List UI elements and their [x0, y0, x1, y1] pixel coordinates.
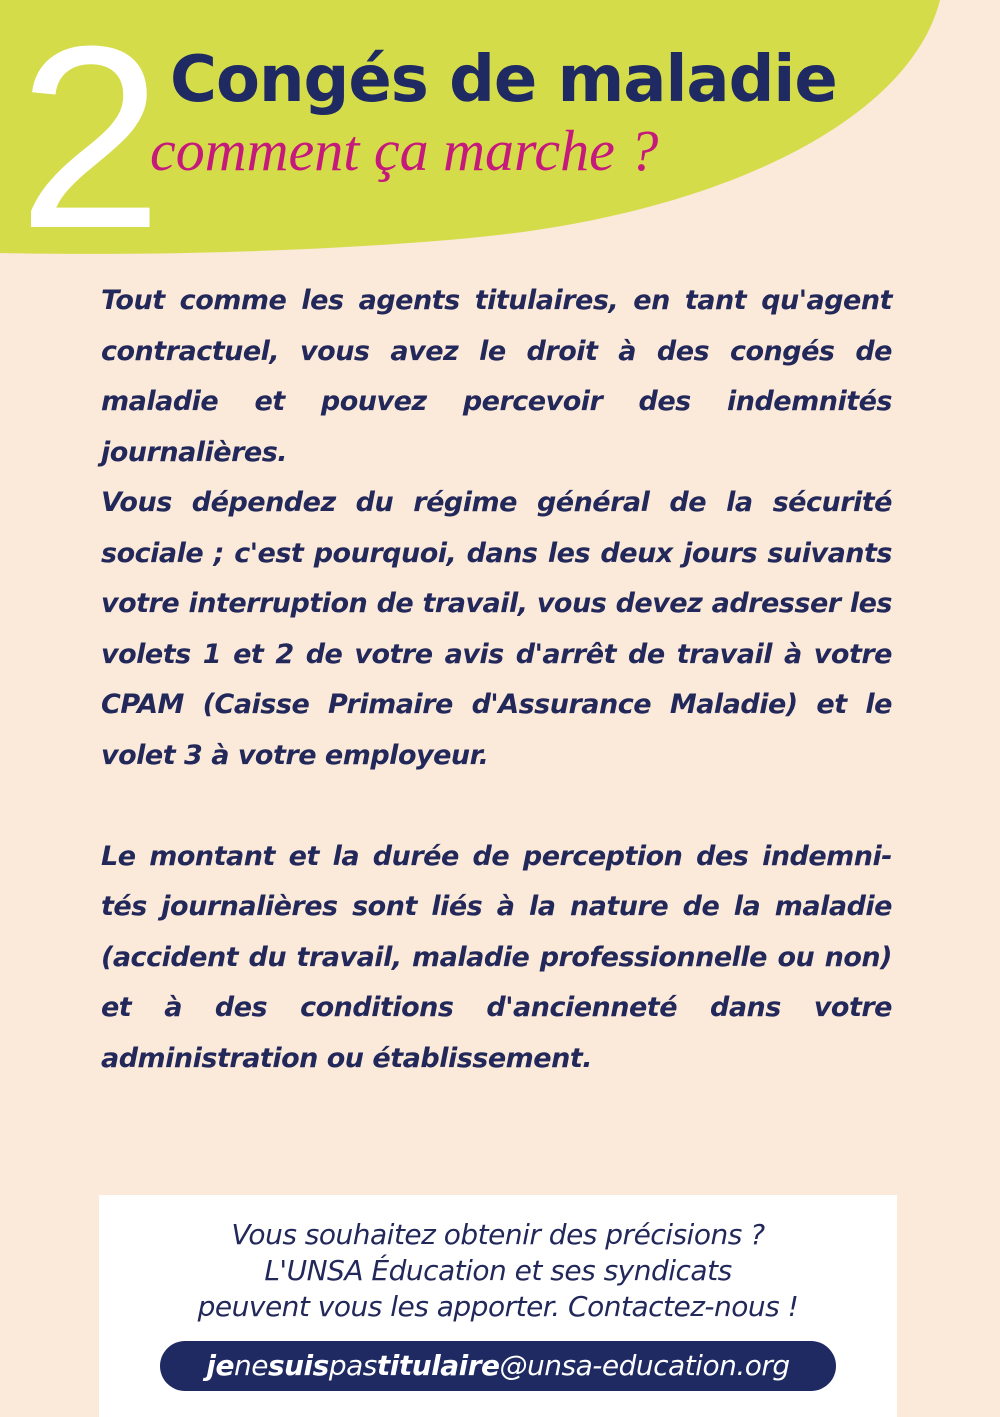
contact-box	[99, 1195, 897, 1417]
email-link[interactable]	[160, 1341, 836, 1391]
paragraph-3: Le montant et la durée de perception des indemni-tés journalières sont liés à la nature de la maladie (accident du travail, maladie professionnelle ou non) et à des conditions d'ancienneté dans votre administration ou établissement.	[101, 840, 892, 1074]
section-number: 2	[18, 0, 163, 283]
email-part-ne: ne	[233, 1349, 268, 1382]
email-part-pas: pas	[328, 1349, 377, 1382]
contact-line-2: L'UNSA Éducation et ses syndicats	[264, 1254, 732, 1287]
paragraph-1: Tout comme les agents titulaires, en tant qu'agent contractuel, vous avez le droit à des congés de maladie et pouvez percevoir des indemnités journalières.	[101, 285, 892, 468]
body-text	[101, 276, 892, 1084]
paragraph-2: Vous dépendez du régime général de la sécurité sociale ; c'est pourquoi, dans les deux jours suivants votre interruption de travail, vous devez adresser les volets 1 et 2 de votre avis d'arrêt de travail à votre CPAM (Caisse Primaire d'Assurance Maladie) et le volet 3 à votre employeur.	[101, 487, 892, 771]
email-part-suis: suis	[267, 1349, 329, 1382]
page-subtitle: comment ça marche ?	[150, 118, 659, 183]
email-part-je: je	[206, 1349, 234, 1382]
email-part-titulaire: titulaire	[376, 1349, 500, 1382]
contact-line-1: Vous souhaitez obtenir des précisions ?	[231, 1218, 765, 1251]
paragraph-gap	[101, 781, 892, 832]
page-title: Congés de maladie	[170, 43, 837, 117]
email-part-domain: @unsa-education.org	[499, 1349, 790, 1382]
contact-line-3: peuvent vous les apporter. Contactez-nous !	[197, 1290, 799, 1323]
